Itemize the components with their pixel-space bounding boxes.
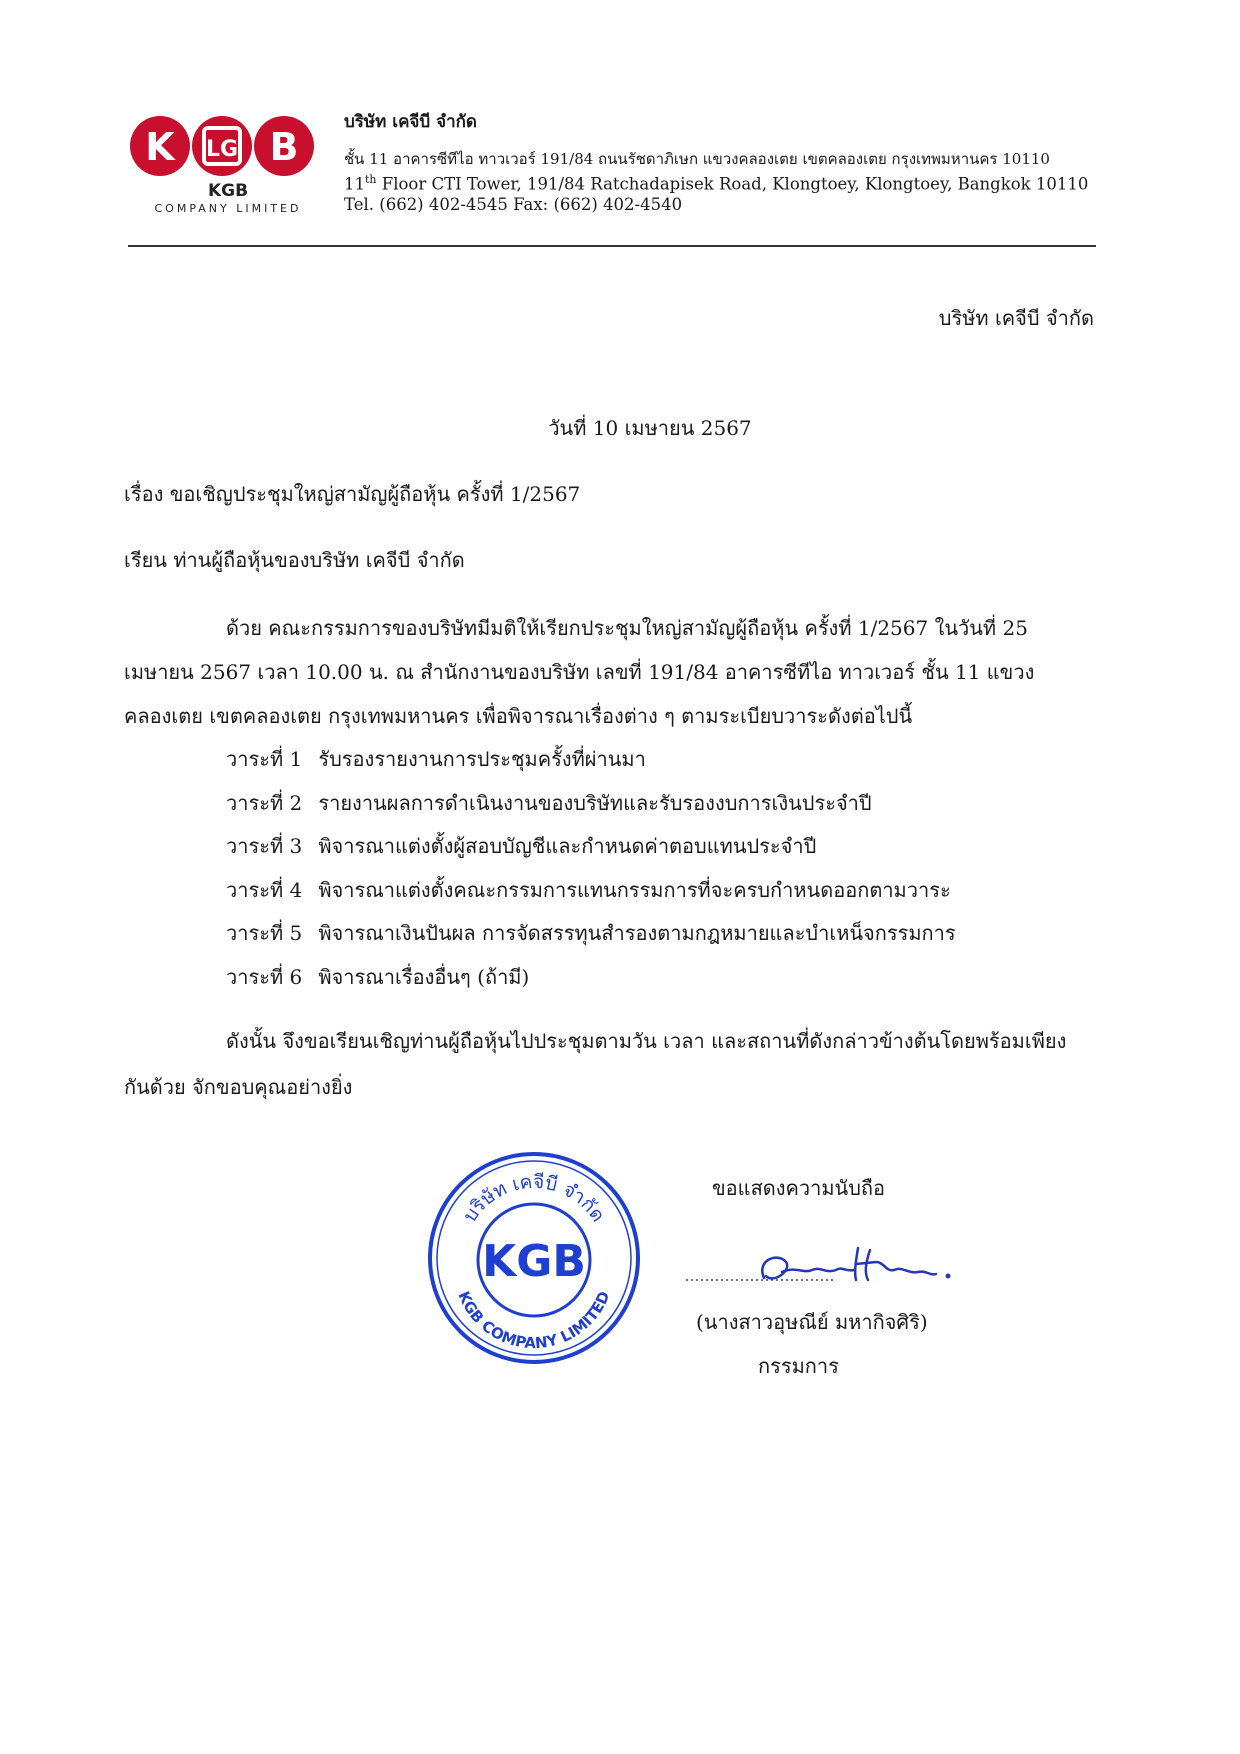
agenda-number: วาระที่ 5 xyxy=(226,921,303,945)
agenda-item xyxy=(226,956,956,1000)
letter-body xyxy=(124,606,1092,738)
letter-closing xyxy=(124,1018,1092,1110)
agenda-text: พิจารณาแต่งตั้งผู้สอบบัญชีและกำหนดค่าตอบแทนประจำปี xyxy=(318,834,817,858)
logo-circle-g xyxy=(192,116,252,176)
stamp-top-text xyxy=(459,1171,609,1226)
agenda-item xyxy=(226,825,956,869)
logo-subcaption: COMPANY LIMITED xyxy=(154,202,302,215)
logo-letter-b: B xyxy=(269,125,299,169)
logo-circle-k xyxy=(130,116,190,176)
address-floor-suffix: th xyxy=(365,173,377,186)
letterhead-address-thai: ชั้น 11 อาคารซีทีไอ ทาวเวอร์ 191/84 ถนนรัชดาภิเษก แขวงคลองเตย เขตคลองเตย กรุงเทพมหานคร 10110 xyxy=(344,150,1050,168)
company-stamp xyxy=(424,1148,644,1368)
letterhead-company-name: บริษัท เคจีบี จำกัด xyxy=(344,112,477,132)
sender-company: บริษัท เคจีบี จำกัด xyxy=(938,306,1094,330)
agenda-item xyxy=(226,738,956,782)
company-logo xyxy=(128,108,328,218)
letter-body-text: ด้วย คณะกรรมการของบริษัทมีมติให้เรียกประชุมใหญ่สามัญผู้ถือหุ้น ครั้งที่ 1/2567 ในวันที่ 25 เมษายน 2567 เวลา 10.00 น. ณ สำนักงานของบริษัท เลขที่ 191/84 อาคารซีทีไอ ทาวเวอร์ ชั้น 11 แขวงคลองเตย เขตคลองเตย กรุงเทพมหานคร เพื่อพิจารณาเรื่องต่าง ๆ ตามระเบียบวาระดังต่อไปนี้ xyxy=(124,616,1035,728)
agenda-text: พิจารณาเรื่องอื่นๆ (ถ้ามี) xyxy=(318,964,530,989)
agenda-number: วาระที่ 3 xyxy=(226,834,303,858)
agenda-number: วาระที่ 2 xyxy=(226,790,303,815)
agenda-text: รายงานผลการดำเนินงานของบริษัทและรับรองงบการเงินประจำปี xyxy=(318,790,872,815)
stamp-bottom-text xyxy=(454,1289,613,1353)
agenda-item xyxy=(226,869,956,913)
stamp-bottom-path: KGB COMPANY LIMITED xyxy=(454,1288,614,1353)
signatory-title: กรรมการ xyxy=(758,1354,839,1378)
stamp-center-text: KGB xyxy=(482,1236,586,1287)
letterhead-phone-fax: Tel. (662) 402-4545 Fax: (662) 402-4540 xyxy=(344,195,683,214)
letterhead-divider xyxy=(128,245,1096,247)
logo-circle-b xyxy=(254,116,314,176)
logo-letter-k: K xyxy=(145,125,175,169)
letter-closing-text: ดังนั้น จึงขอเรียนเชิญท่านผู้ถือหุ้นไปประชุมตามวัน เวลา และสถานที่ดังกล่าวข้างต้นโดยพร้อมเพียงกันด้วย จักขอบคุณอย่างยิ่ง xyxy=(124,1029,1067,1099)
letterhead-address-english xyxy=(344,173,1088,194)
regards-line: ขอแสดงความนับถือ xyxy=(712,1176,886,1200)
agenda-text: รับรองรายงานการประชุมครั้งที่ผ่านมา xyxy=(318,747,646,771)
agenda-item xyxy=(226,782,956,826)
address-floor-number: 11 xyxy=(344,174,365,194)
letter-salutation: เรียน ท่านผู้ถือหุ้นของบริษัท เคจีบี จำกัด xyxy=(124,548,465,572)
agenda-list xyxy=(226,738,956,999)
address-street: Floor CTI Tower, 191/84 Ratchadapisek Road, Klongtoey, Klongtoey, Bangkok 10110 xyxy=(376,174,1089,194)
stamp-top-path: บริษัท เคจีบี จำกัด xyxy=(458,1170,610,1227)
agenda-number: วาระที่ 6 xyxy=(226,964,303,989)
handwritten-signature xyxy=(686,1240,956,1300)
logo-letter-g: LG xyxy=(205,137,239,162)
agenda-text: พิจารณาเงินปันผล การจัดสรรทุนสำรองตามกฎหมายและบำเหน็จกรรมการ xyxy=(318,921,956,945)
letter-date: วันที่ 10 เมษายน 2567 xyxy=(548,416,752,440)
signatory-name: (นางสาวอุษณีย์ มหากิจศิริ) xyxy=(696,1310,928,1334)
agenda-text: พิจารณาแต่งตั้งคณะกรรมการแทนกรรมการที่จะครบกำหนดออกตามวาระ xyxy=(318,877,951,902)
agenda-number: วาระที่ 4 xyxy=(226,877,303,902)
agenda-number: วาระที่ 1 xyxy=(226,747,303,771)
letter-subject: เรื่อง ขอเชิญประชุมใหญ่สามัญผู้ถือหุ้น ครั้งที่ 1/2567 xyxy=(124,482,581,506)
logo-caption: KGB xyxy=(207,181,249,201)
agenda-item xyxy=(226,912,956,956)
